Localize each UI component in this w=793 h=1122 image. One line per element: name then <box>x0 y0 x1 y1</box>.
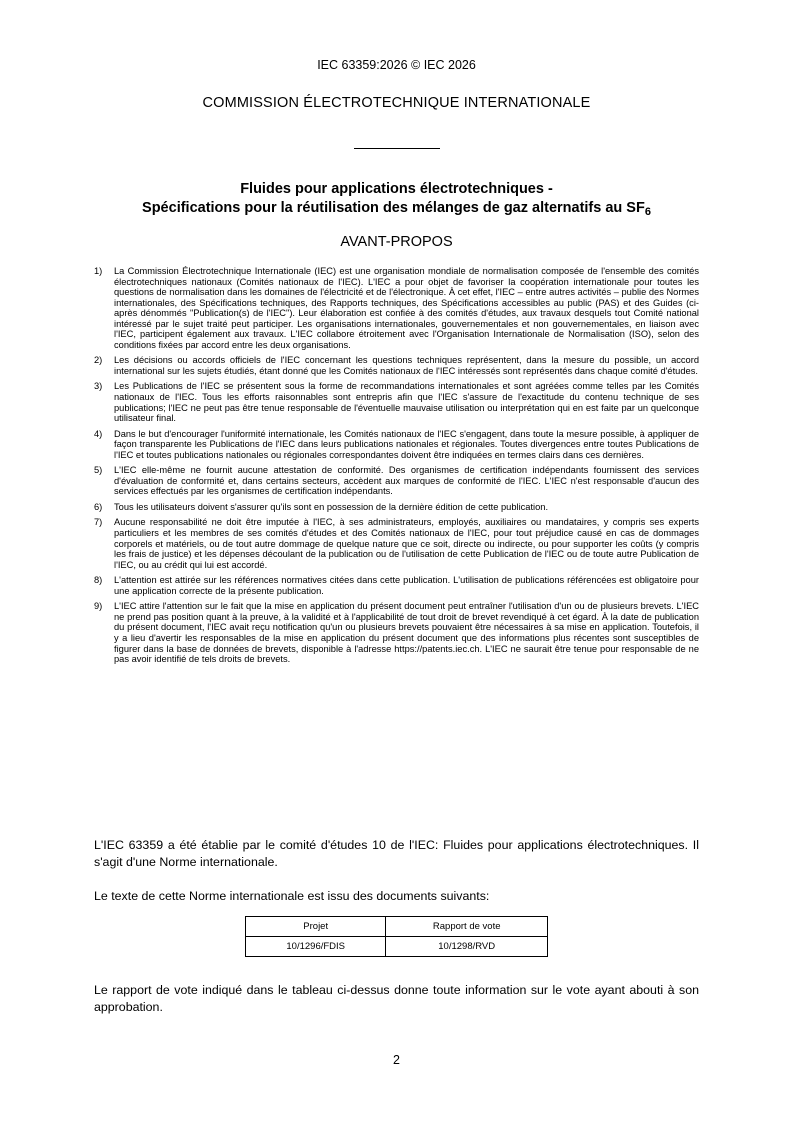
list-item <box>94 465 699 497</box>
note-number: 7) <box>94 517 103 528</box>
list-item <box>94 266 699 350</box>
list-item <box>94 381 699 423</box>
note-text: L'IEC elle-même ne fournit aucune attestation de conformité. Des organismes de certification indépendants fournissent des services d'évaluation de conformité et, dans certains secteurs, accèdent aux marques de conformité de l'IEC. L'IEC n'est responsable d'aucun des services effectués par les organismes de certification indépendants. <box>114 465 699 497</box>
document-title <box>40 180 753 222</box>
note-text: La Commission Électrotechnique Internationale (IEC) est une organisation mondiale de normalisation composée de l'ensemble des comités électrotechniques nationaux (Comités nationaux de l'IEC). L'IEC a pour objet de favoriser la coopération internationale pour toutes les questions de normalisation dans les domaines de l'électricité et de l'électronique. À cet effet, l'IEC – entre autres activités – publie des Normes internationales, des Spécifications techniques, des Rapports techniques, des Spécifications accessibles au public (PAS) et des Guides (ci-après dénommés "Publication(s) de l'IEC"). Leur élaboration est confiée à des comités d'études, aux travaux desquels tout Comité national intéressé par le sujet traité peut participer. Les organisations internationales, gouvernementales et non gouvernementales, en liaison avec l'IEC, participent également aux travaux. L'IEC collabore étroitement avec l'Organisation Internationale de Normalisation (ISO), selon des conditions fixées par accord entre les deux organisations. <box>114 266 699 350</box>
list-item <box>94 355 699 376</box>
note-number: 6) <box>94 501 103 512</box>
document-reference: IEC 63359:2026 © IEC 2026 <box>317 58 476 72</box>
voting-documents-table <box>245 916 548 957</box>
page-number: 2 <box>393 1053 400 1067</box>
note-text: Tous les utilisateurs doivent s'assurer qu'ils sont en possession de la dernière édition de cette publication. <box>114 501 549 512</box>
voting-report-paragraph: Le rapport de vote indiqué dans le tableau ci-dessus donne toute information sur le vote ayant abouti à son approbation. <box>94 983 699 1014</box>
foreword-notes-list <box>94 266 699 670</box>
list-item <box>94 502 699 513</box>
list-item <box>94 575 699 596</box>
note-number: 2) <box>94 355 103 366</box>
note-text: Les Publications de l'IEC se présentent sous la forme de recommandations internationales et sont agréées comme telles par les Comités nationaux de l'IEC. Tous les efforts raisonnables sont entrepris afin que l'IEC s'assure de l'exactitude du contenu technique de ses publications; l'IEC ne peut pas être tenue responsable de l'éventuelle mauvaise utilisation ou interprétation qui en est faite par un quelconque utilisateur final. <box>114 381 699 424</box>
note-text: L'attention est attirée sur les références normatives citées dans cette publication. L'utilisation de publications référencées est obligatoire pour une application correcte de la présente publication. <box>114 575 699 596</box>
table-header-row <box>246 917 548 937</box>
note-number: 5) <box>94 465 103 476</box>
separator-rule <box>354 148 440 149</box>
note-number: 4) <box>94 428 103 439</box>
title-line-1: Fluides pour applications électrotechniques - <box>240 181 553 197</box>
list-item <box>94 517 699 570</box>
documents-intro-paragraph: Le texte de cette Norme internationale est issu des documents suivants: <box>94 889 490 903</box>
table-cell: 10/1298/RVD <box>386 937 548 957</box>
note-number: 9) <box>94 601 103 612</box>
list-item <box>94 601 699 664</box>
note-number: 1) <box>94 266 103 276</box>
note-text: Aucune responsabilité ne doit être imputée à l'IEC, à ses administrateurs, employés, auxiliaires ou mandataires, y compris ses experts particuliers et les membres de ses comités d'études et des Comités nationaux de l'IEC, pour tout préjudice causé en cas de dommages corporels et matériels, ou de tout autre dommage de quelque nature que ce soit, directe ou indirecte, ou pour supporter les coûts (y compris les frais de justice) et les dépenses découlant de la publication ou de l'utilisation de cette Publication de l'IEC ou de toute autre Publication de l'IEC, ou au crédit qui lui est accordé. <box>114 517 699 570</box>
table-header-cell: Projet <box>246 917 386 937</box>
note-text: Les décisions ou accords officiels de l'IEC concernant les questions techniques représentent, dans la mesure du possible, un accord international sur les sujets étudiés, étant donné que les Comités nationaux de l'IEC intéressés sont représentés dans chaque comité d'études. <box>114 355 699 376</box>
table-row <box>246 937 548 957</box>
note-number: 8) <box>94 575 103 586</box>
section-heading: AVANT-PROPOS <box>340 234 453 250</box>
title-line-2 <box>40 199 753 222</box>
committee-paragraph: L'IEC 63359 a été établie par le comité d'études 10 de l'IEC: Fluides pour applications électrotechniques. Il s'agit d'une Norme internationale. <box>94 838 699 869</box>
table-cell: 10/1296/FDIS <box>246 937 386 957</box>
title-line-2-text: Spécifications pour la réutilisation des mélanges de gaz alternatifs au SF <box>142 200 645 216</box>
title-subscript: 6 <box>644 206 651 218</box>
note-text: L'IEC attire l'attention sur le fait que la mise en application du présent document peut entraîner l'utilisation d'un ou de plusieurs brevets. L'IEC ne prend pas position quant à la preuve, à la validité et à l'applicabilité de tout droit de brevet revendiqué à cet égard. À la date de publication du présent document, l'IEC avait reçu notification qu'un ou plusieurs brevets pouvaient être nécessaires à sa mise en application. Toutefois, il y a lieu d'avertir les responsables de la mise en application du présent document que des informations plus récentes sont susceptibles de figurer dans la base de données de brevets, disponible à l'adresse https://patents.iec.ch. L'IEC ne saurait être tenue pour responsable de ne pas avoir identifié de tels droits de brevets. <box>114 601 699 665</box>
list-item <box>94 429 699 461</box>
note-text: Dans le but d'encourager l'uniformité internationale, les Comités nationaux de l'IEC s'engagent, dans toute la mesure possible, à appliquer de façon transparente les Publications de l'IEC dans leurs publications nationales et régionales. Toutes divergences entre toutes Publications de l'IEC et toutes publications nationales ou régionales correspondantes doivent être indiquées en termes clairs dans ces dernières. <box>114 428 699 460</box>
organization-name: COMMISSION ÉLECTROTECHNIQUE INTERNATIONALE <box>202 95 591 111</box>
table-header-cell: Rapport de vote <box>386 917 548 937</box>
note-number: 3) <box>94 381 103 392</box>
